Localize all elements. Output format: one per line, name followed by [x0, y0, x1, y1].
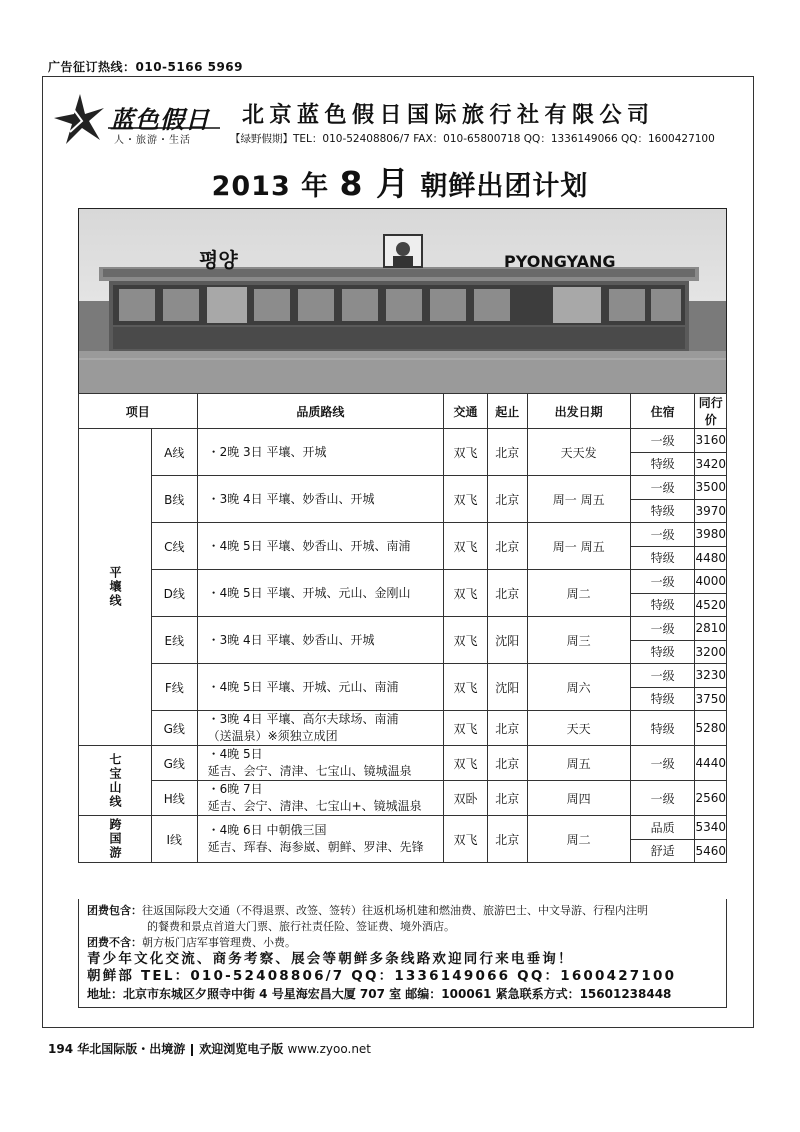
- transport-cell: 双飞: [444, 711, 488, 746]
- date-cell: 周四: [527, 781, 630, 816]
- table-row: [79, 617, 727, 641]
- ad-hotline: 广告征订热线：010-5166 5969: [48, 60, 244, 74]
- fee-include-label: 团费包含：: [87, 904, 142, 917]
- title-text: 朝鲜出团计划: [410, 171, 589, 202]
- col-header-transport: 交通: [444, 394, 488, 429]
- date-cell: 周三: [527, 617, 630, 664]
- line-cell: G线: [152, 711, 198, 746]
- from-cell: 北京: [487, 816, 527, 863]
- address-line: 地址：北京市东城区夕照寺中街 4 号星海宏昌大厦 707 室 邮编：100061 紧急联系方式：15601238448: [87, 987, 672, 1001]
- date-cell: 周五: [527, 746, 630, 781]
- lodging-cell: 一级: [630, 523, 695, 547]
- lodging-cell: 特级: [630, 546, 695, 570]
- lodging-cell: 特级: [630, 640, 695, 664]
- fee-exclude-text: 朝方板门店军事管理费、小费。: [142, 936, 296, 949]
- lodging-cell: 特级: [630, 687, 695, 711]
- transport-cell: 双飞: [444, 816, 488, 863]
- col-header-item: 项目: [79, 394, 198, 429]
- route-text-2: （送温泉）※须独立成团: [207, 729, 338, 743]
- lodging-cell: 一级: [630, 429, 695, 453]
- lodging-cell: 一级: [630, 617, 695, 641]
- department-contact: 朝鲜部 TEL：010-52408806/7 QQ：1336149066 QQ：1600427100: [87, 968, 677, 984]
- route-cell: [197, 476, 444, 523]
- from-cell: 北京: [487, 429, 527, 476]
- from-cell: 沈阳: [487, 664, 527, 711]
- logo-name: 蓝色假日: [110, 106, 210, 134]
- line-cell: B线: [152, 476, 198, 523]
- from-cell: 北京: [487, 570, 527, 617]
- lodging-cell: 一级: [630, 476, 695, 500]
- price-cell: 4520: [695, 593, 727, 617]
- route-text: ・6晚 7日: [207, 782, 263, 796]
- tour-schedule-table: [78, 393, 727, 863]
- from-cell: 北京: [487, 523, 527, 570]
- logo-slogan: 人・旅游・生活: [114, 135, 191, 146]
- fee-exclude-label: 团费不含：: [87, 936, 142, 949]
- star-logo-icon: [54, 94, 104, 144]
- group-label: 跨国游: [79, 816, 152, 863]
- lodging-cell: 特级: [630, 711, 695, 746]
- page-title: [0, 158, 800, 205]
- col-header-lodging: 住宿: [630, 394, 695, 429]
- website-link[interactable]: www.zyoo.net: [287, 1042, 372, 1056]
- sign-korean: 평양: [199, 248, 238, 272]
- line-cell: E线: [152, 617, 198, 664]
- contact-info: 【绿野假期】TEL：010-52408806/7 FAX：010-65800718 QQ：1336149066 QQ：1600427100: [230, 133, 715, 145]
- line-cell: G线: [152, 746, 198, 781]
- transport-cell: 双飞: [444, 746, 488, 781]
- route-text: ・4晚 5日 平壤、开城、元山、金刚山: [207, 585, 411, 600]
- table-row: [79, 476, 727, 500]
- price-cell: 3500: [695, 476, 727, 500]
- col-header-price: 同行价: [695, 394, 727, 429]
- route-cell: [197, 664, 444, 711]
- lodging-cell: 特级: [630, 499, 695, 523]
- fee-include-text: 往返国际段大交通（不得退票、改签、签转）往返机场机建和燃油费、旅游巴士、中文导游、行程内注明: [142, 904, 648, 917]
- lodging-cell: 一级: [630, 746, 695, 781]
- date-cell: 天天发: [527, 429, 630, 476]
- price-cell: 4480: [695, 546, 727, 570]
- company-name: 北京蓝色假日国际旅行社有限公司: [242, 103, 655, 128]
- price-cell: 4000: [695, 570, 727, 594]
- price-cell: 3750: [695, 687, 727, 711]
- table-row: [79, 816, 727, 840]
- route-text: ・3晚 4日 平壤、妙香山、开城: [207, 491, 375, 506]
- transport-cell: 双卧: [444, 781, 488, 816]
- price-cell: 5340: [695, 816, 727, 840]
- route-cell: [197, 711, 444, 746]
- transport-cell: 双飞: [444, 476, 488, 523]
- notes-box: [78, 899, 727, 1008]
- lodging-cell: 一级: [630, 781, 695, 816]
- airport-illustration: [79, 209, 727, 394]
- pyongyang-airport-photo: [78, 208, 727, 394]
- fee-include-text-2: 的餐费和景点首道大门票、旅行社责任险、签证费、境外酒店。: [147, 920, 455, 933]
- from-cell: 北京: [487, 476, 527, 523]
- transport-cell: 双飞: [444, 570, 488, 617]
- col-header-date: 出发日期: [527, 394, 630, 429]
- route-cell: [197, 617, 444, 664]
- route-text: ・2晚 3日 平壤、开城: [207, 444, 327, 459]
- route-text: ・4晚 5日 平壤、开城、元山、南浦: [207, 679, 399, 694]
- route-text: ・4晚 6日 中朝俄三国: [207, 823, 327, 837]
- table-row: [79, 523, 727, 547]
- line-cell: A线: [152, 429, 198, 476]
- route-cell: [197, 570, 444, 617]
- table-row: [79, 429, 727, 453]
- lodging-cell: 特级: [630, 452, 695, 476]
- route-cell: [197, 523, 444, 570]
- table-row: [79, 570, 727, 594]
- price-cell: 3160: [695, 429, 727, 453]
- route-cell: [197, 746, 444, 781]
- route-text-2: 延吉、会宁、清津、七宝山+、镜城温泉: [207, 799, 422, 813]
- price-cell: 5460: [695, 839, 727, 863]
- price-cell: 2810: [695, 617, 727, 641]
- price-cell: 2560: [695, 781, 727, 816]
- route-text-2: 延吉、会宁、清津、七宝山、镜城温泉: [207, 764, 412, 778]
- route-cell: [197, 429, 444, 476]
- from-cell: 北京: [487, 781, 527, 816]
- route-text: ・4晚 5日: [207, 747, 263, 761]
- price-cell: 3420: [695, 452, 727, 476]
- route-text: ・3晚 4日 平壤、妙香山、开城: [207, 632, 375, 647]
- line-cell: C线: [152, 523, 198, 570]
- route-cell: [197, 781, 444, 816]
- route-cell: [197, 816, 444, 863]
- title-month: 8 月: [339, 164, 410, 203]
- table-header-row: [79, 394, 727, 429]
- lodging-cell: 一级: [630, 664, 695, 688]
- footer-divider: [191, 1044, 193, 1056]
- date-cell: 周二: [527, 816, 630, 863]
- date-cell: 周一 周五: [527, 523, 630, 570]
- price-cell: 3970: [695, 499, 727, 523]
- transport-cell: 双飞: [444, 617, 488, 664]
- lodging-cell: 一级: [630, 570, 695, 594]
- group-label: 七宝山线: [79, 746, 152, 816]
- from-cell: 沈阳: [487, 617, 527, 664]
- col-header-route: 品质路线: [197, 394, 444, 429]
- lodging-cell: 舒适: [630, 839, 695, 863]
- price-cell: 3200: [695, 640, 727, 664]
- page-footer: [48, 1040, 371, 1057]
- footer-slogan: 欢迎浏览电子版: [199, 1042, 284, 1056]
- line-cell: H线: [152, 781, 198, 816]
- lodging-cell: 特级: [630, 593, 695, 617]
- promo-slogan: 青少年文化交流、商务考察、展会等朝鲜多条线路欢迎同行来电垂询！: [87, 951, 574, 967]
- line-cell: F线: [152, 664, 198, 711]
- col-header-from: 起止: [487, 394, 527, 429]
- from-cell: 北京: [487, 746, 527, 781]
- lodging-cell: 品质: [630, 816, 695, 840]
- table-row: [79, 664, 727, 688]
- route-text: ・4晚 5日 平壤、妙香山、开城、南浦: [207, 538, 411, 553]
- fee-include: [87, 903, 718, 919]
- fee-exclude: [87, 935, 718, 951]
- price-cell: 4440: [695, 746, 727, 781]
- date-cell: 周一 周五: [527, 476, 630, 523]
- transport-cell: 双飞: [444, 523, 488, 570]
- line-cell: D线: [152, 570, 198, 617]
- date-cell: 天天: [527, 711, 630, 746]
- route-text-2: 延吉、珲春、海参崴、朝鲜、罗津、先锋: [207, 840, 424, 854]
- sign-latin: PYONGYANG: [504, 252, 616, 271]
- from-cell: 北京: [487, 711, 527, 746]
- transport-cell: 双飞: [444, 429, 488, 476]
- group-label: 平壤线: [79, 429, 152, 746]
- price-cell: 5280: [695, 711, 727, 746]
- price-cell: 3230: [695, 664, 727, 688]
- price-cell: 3980: [695, 523, 727, 547]
- page-number: 194: [48, 1042, 74, 1056]
- line-cell: I线: [152, 816, 198, 863]
- transport-cell: 双飞: [444, 664, 488, 711]
- date-cell: 周二: [527, 570, 630, 617]
- title-year: 2013 年: [211, 171, 340, 202]
- route-text: ・3晚 4日 平壤、高尔夫球场、南浦: [207, 712, 399, 726]
- publication-name: 华北国际版・出境游: [77, 1042, 186, 1056]
- date-cell: 周六: [527, 664, 630, 711]
